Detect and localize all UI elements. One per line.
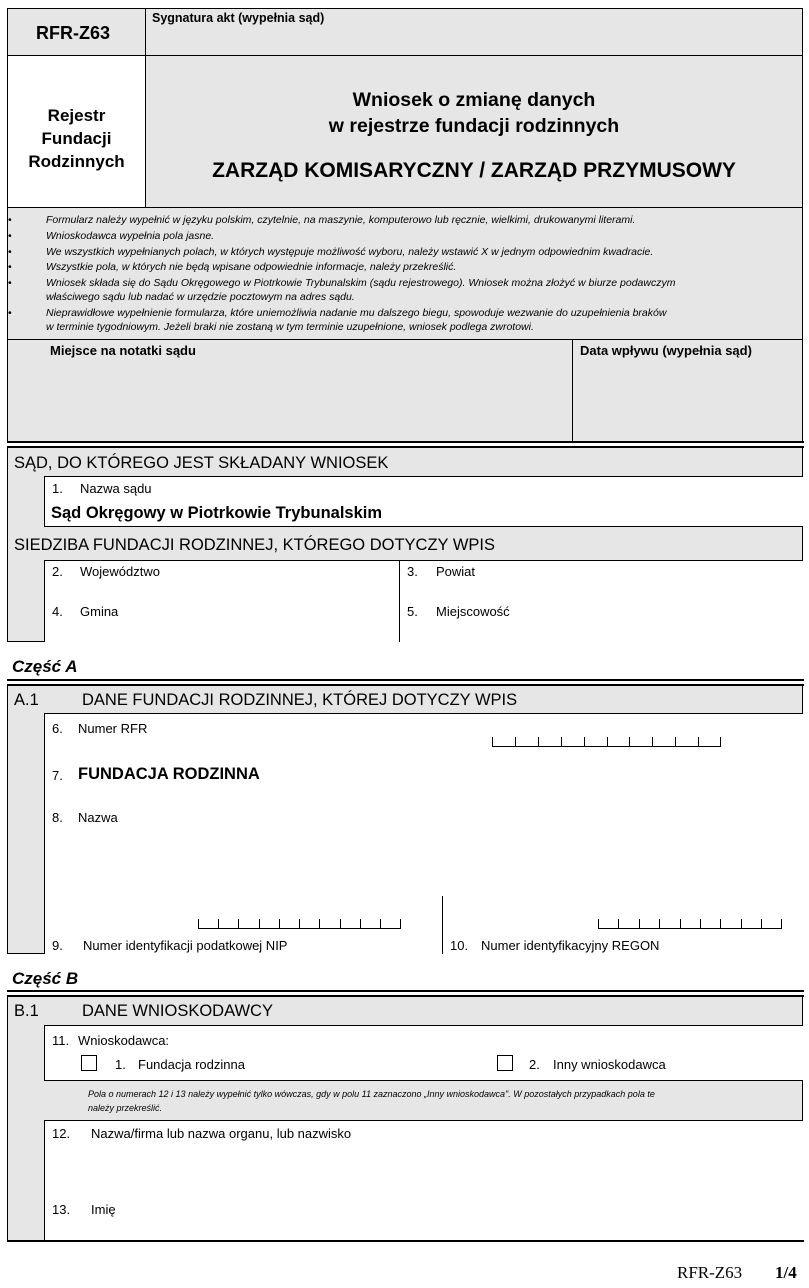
checkbox-other-applicant[interactable] xyxy=(497,1055,513,1071)
field-12-number: 12. xyxy=(52,1126,71,1141)
part-b-code: B.1 xyxy=(14,1002,39,1020)
name-field[interactable] xyxy=(44,805,803,897)
field-1-label: Nazwa sądu xyxy=(80,481,152,496)
court-section-heading: SĄD, DO KTÓREGO JEST SKŁADANY WNIOSEK xyxy=(14,454,389,472)
fields-12-13-note-line1: Pola o numerach 12 i 13 należy wypełnić tylko wówczas, gdy w polu 11 zaznaczono „Inny wnioskodawca". W pozostałych przypadkach pola te xyxy=(88,1089,655,1099)
court-name-value: Sąd Okręgowy w Piotrkowie Trybunalskim xyxy=(51,504,383,522)
field-11-number: 11. xyxy=(52,1033,70,1048)
court-notes-label: Miejsce na notatki sądu xyxy=(50,343,196,358)
signature-label: Sygnatura akt (wypełnia sąd) xyxy=(152,11,325,25)
registry-line1: Rejestr xyxy=(47,106,106,125)
form-title-line1: Wniosek o zmianę danych xyxy=(352,89,596,111)
option-2-number: 2. xyxy=(529,1057,540,1072)
checkbox-family-foundation[interactable] xyxy=(81,1055,97,1071)
field-10-label: Numer identyfikacyjny REGON xyxy=(481,938,660,953)
field-5-label: Miejscowość xyxy=(436,604,510,619)
field-10-number: 10. xyxy=(450,938,469,953)
form-code: RFR-Z63 xyxy=(36,23,111,43)
footer-page-number: 1/4 xyxy=(775,1263,797,1282)
form-subtitle: ZARZĄD KOMISARYCZNY / ZARZĄD PRZYMUSOWY xyxy=(212,159,736,182)
option-2-label: Inny wnioskodawca xyxy=(553,1057,666,1072)
footer-form-code: RFR-Z63 xyxy=(677,1263,743,1282)
field-11-label: Wnioskodawca: xyxy=(78,1033,170,1048)
seat-section-heading: SIEDZIBA FUNDACJI RODZINNEJ, KTÓREGO DOTYCZY WPIS xyxy=(14,536,495,554)
field-4-number: 4. xyxy=(52,604,63,619)
nip-comb xyxy=(198,919,401,929)
first-name-field[interactable] xyxy=(44,1196,803,1240)
field-9-label: Numer identyfikacji podatkowej NIP xyxy=(83,938,288,953)
field-2-number: 2. xyxy=(52,564,63,579)
part-b-heading: DANE WNIOSKODAWCY xyxy=(82,1002,273,1020)
field-5-number: 5. xyxy=(407,604,418,619)
field-1-number: 1. xyxy=(52,481,63,496)
field-4-label: Gmina xyxy=(80,604,119,619)
option-1-number: 1. xyxy=(115,1057,126,1072)
regon-comb xyxy=(598,919,782,929)
field-9-number: 9. xyxy=(52,938,63,953)
form-title-line2: w rejestrze fundacji rodzinnych xyxy=(328,115,620,137)
registry-line2: Fundacji xyxy=(41,129,112,148)
part-a-code: A.1 xyxy=(14,691,39,709)
field-7-label: FUNDACJA RODZINNA xyxy=(78,765,260,783)
part-b-title: Część B xyxy=(12,969,79,988)
field-13-label: Imię xyxy=(91,1202,116,1217)
part-a-title: Część A xyxy=(12,657,78,676)
option-1-label: Fundacja rodzinna xyxy=(138,1057,245,1072)
field-3-label: Powiat xyxy=(436,564,476,579)
field-6-number: 6. xyxy=(52,721,63,736)
field-12-label: Nazwa/firma lub nazwa organu, lub nazwisko xyxy=(91,1126,352,1141)
field-2-label: Województwo xyxy=(80,564,160,579)
rfr-number-comb xyxy=(492,737,721,747)
field-6-label: Numer RFR xyxy=(78,721,148,736)
field-7-number: 7. xyxy=(52,768,63,783)
part-a-heading: DANE FUNDACJI RODZINNEJ, KTÓREJ DOTYCZY WPIS xyxy=(82,691,518,709)
field-8-label: Nazwa xyxy=(78,810,118,825)
fields-12-13-note-line2: należy przekreślić. xyxy=(88,1103,163,1113)
date-received-label: Data wpływu (wypełnia sąd) xyxy=(580,343,752,358)
field-3-number: 3. xyxy=(407,564,418,579)
field-13-number: 13. xyxy=(52,1202,71,1217)
registry-line3: Rodzinnych xyxy=(28,152,125,171)
field-8-number: 8. xyxy=(52,810,63,825)
